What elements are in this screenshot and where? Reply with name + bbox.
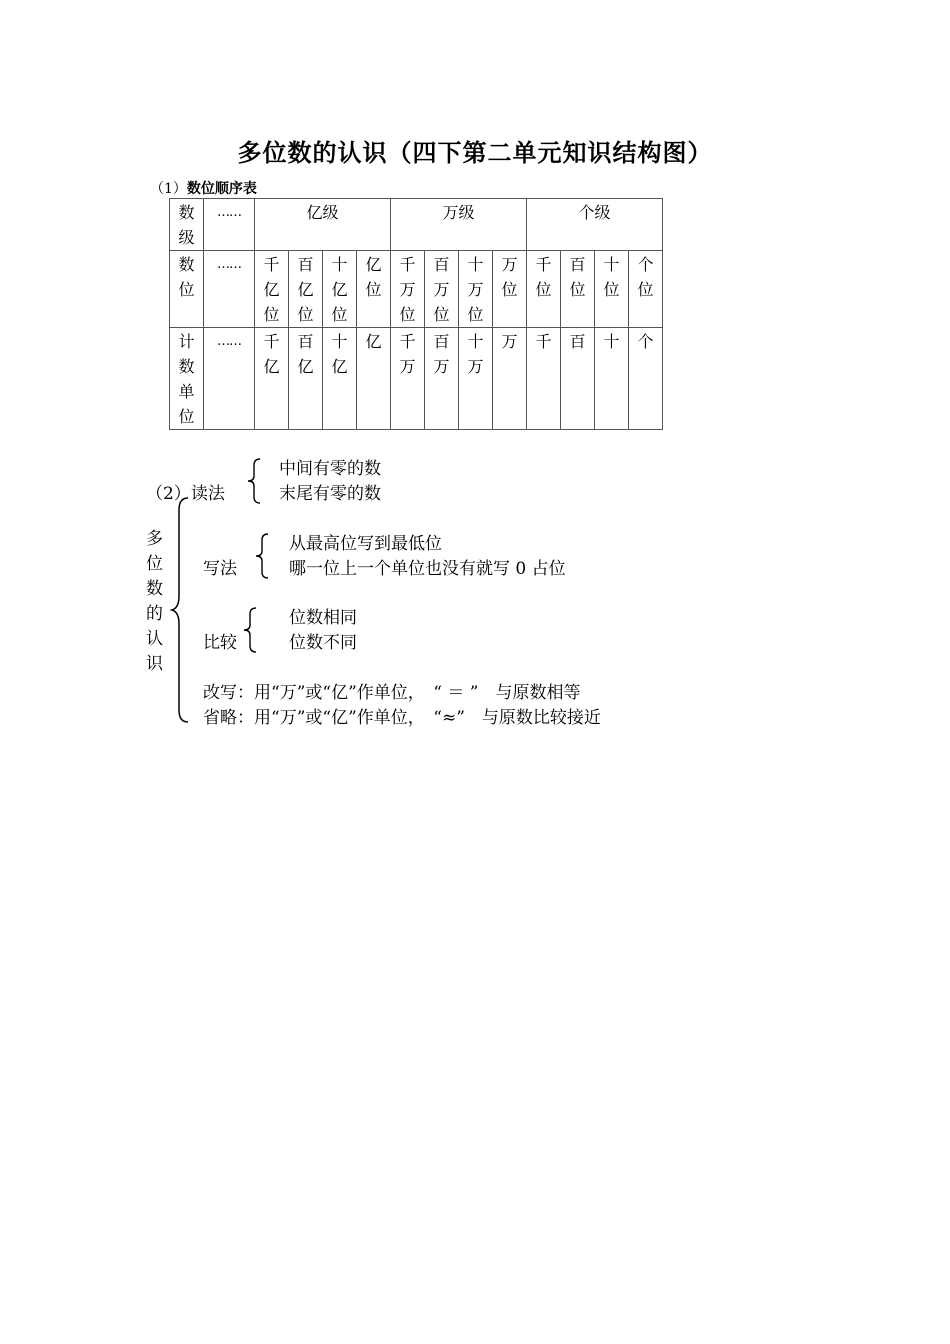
main-brace	[168, 496, 190, 724]
rewrite-rule: 改写：用“万”或“亿”作单位， “ ＝ ” 与原数相等	[203, 683, 581, 703]
table-row-places	[170, 251, 663, 328]
place-cell: 千万位	[399, 255, 416, 324]
row-header-units: 计数单位	[178, 332, 195, 426]
place-cell: 十位	[603, 255, 620, 299]
unit-cell: 个	[637, 332, 654, 351]
writing-brace	[254, 532, 270, 580]
reading-item: 末尾有零的数	[279, 484, 381, 504]
section1-heading	[150, 178, 257, 198]
comparing-brace	[242, 606, 258, 654]
writing-item: 哪一位上一个单位也没有就写 0 占位	[289, 559, 566, 579]
section1-label: 数位顺序表	[186, 181, 257, 197]
reading-item: 中间有零的数	[279, 459, 381, 479]
reading-label: （2）读法	[146, 484, 225, 504]
unit-cell: 亿	[365, 332, 382, 351]
table-row-units	[170, 328, 663, 430]
level-cell-wan: 万级	[391, 199, 527, 251]
comparing-item: 位数不同	[289, 633, 357, 653]
unit-cell: 百万	[433, 332, 450, 376]
page-title: 多位数的认识（四下第二单元知识结构图）	[237, 139, 713, 167]
place-cell: 千亿位	[263, 255, 280, 324]
level-cell-ge: 个级	[527, 199, 663, 251]
row-header-levels: 数级	[178, 203, 195, 247]
omit-rule: 省略：用“万”或“亿”作单位， “≈” 与原数比较接近	[203, 708, 601, 728]
place-cell: 万位	[501, 255, 518, 299]
unit-cell: 千万	[399, 332, 416, 376]
place-cell: 个位	[637, 255, 654, 299]
unit-cell: 千亿	[263, 332, 280, 376]
comparing-item: 位数相同	[289, 608, 357, 628]
unit-cell: 十万	[467, 332, 484, 376]
root-vertical-label: 多位数的认识	[146, 529, 163, 674]
place-cell: 千位	[535, 255, 552, 299]
unit-cell: 百亿	[297, 332, 314, 376]
unit-cell: 千	[535, 332, 552, 351]
writing-item: 从最高位写到最低位	[289, 534, 442, 554]
place-value-table	[169, 198, 663, 430]
row-header-places: 数位	[178, 255, 195, 299]
unit-cell: 十亿	[331, 332, 348, 376]
ellipsis-cell: ……	[204, 199, 255, 251]
place-cell: 百位	[569, 255, 586, 299]
unit-cell: 百	[569, 332, 586, 351]
reading-brace	[246, 457, 262, 505]
place-cell: 十万位	[467, 255, 484, 324]
unit-cell: 万	[501, 332, 518, 351]
section1-prefix: （1）	[150, 181, 187, 197]
writing-label: 写法	[203, 559, 237, 579]
place-cell: 十亿位	[331, 255, 348, 324]
ellipsis-cell: ……	[204, 251, 255, 328]
place-cell: 百亿位	[297, 255, 314, 324]
comparing-label: 比较	[203, 633, 237, 653]
level-cell-yi: 亿级	[255, 199, 391, 251]
place-cell: 亿位	[365, 255, 382, 299]
ellipsis-cell: ……	[204, 328, 255, 430]
table-row-levels	[170, 199, 663, 251]
place-cell: 百万位	[433, 255, 450, 324]
unit-cell: 十	[603, 332, 620, 351]
